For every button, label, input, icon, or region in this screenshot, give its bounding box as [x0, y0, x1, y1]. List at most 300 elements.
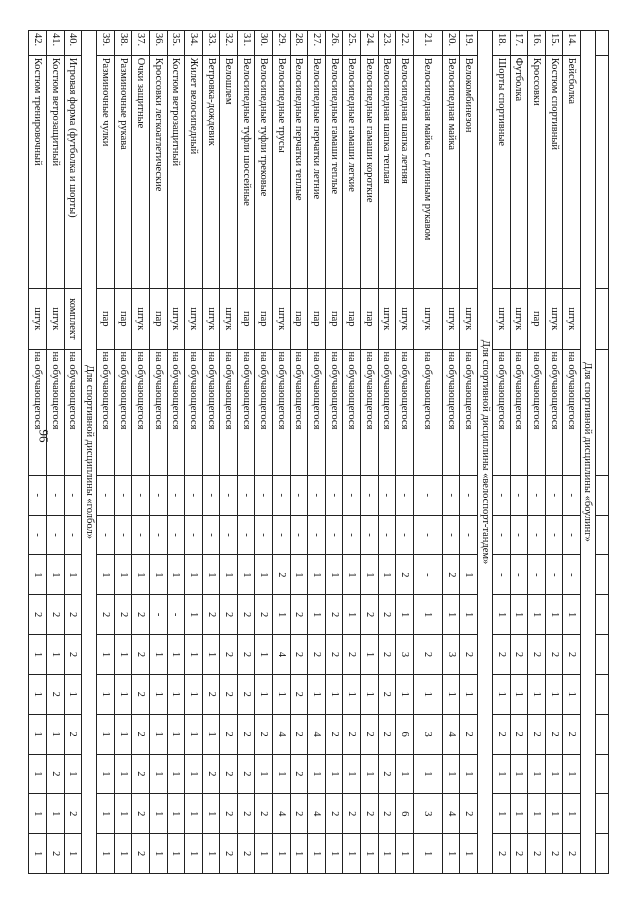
table-row	[202, 31, 220, 874]
quantity-cell: 2	[378, 674, 396, 714]
row-number: 39.	[97, 31, 115, 56]
quantity-cell: -	[442, 475, 460, 515]
row-number: 26.	[325, 31, 343, 56]
quantity-cell: 2	[528, 635, 546, 675]
unit: штук	[442, 289, 460, 349]
quantity-cell: -	[528, 515, 546, 555]
quantity-cell: 2	[46, 674, 64, 714]
per-unit: на обучающегося	[442, 349, 460, 475]
quantity-cell: -	[114, 475, 132, 515]
unit: штук	[220, 289, 238, 349]
quantity-cell: 1	[361, 754, 379, 794]
quantity-cell: 1	[563, 754, 581, 794]
quantity-cell: -	[493, 475, 511, 515]
quantity-cell: -	[460, 515, 478, 555]
quantity-cell: 2	[220, 834, 238, 874]
per-unit: на обучающегося	[114, 349, 132, 475]
quantity-cell: -	[442, 515, 460, 555]
section-row	[82, 31, 97, 874]
quantity-cell: 1	[308, 555, 326, 595]
item-name: Разминочные рукава	[114, 55, 132, 288]
per-unit: на обучающегося	[396, 349, 414, 475]
table-row	[290, 31, 308, 874]
quantity-cell: 1	[493, 595, 511, 635]
quantity-cell: 1	[325, 555, 343, 595]
unit: штук	[510, 289, 528, 349]
quantity-cell: -	[413, 515, 442, 555]
quantity-cell: 2	[202, 674, 220, 714]
row-number: 38.	[114, 31, 132, 56]
quantity-cell: 2	[29, 595, 47, 635]
row-number: 21.	[413, 31, 442, 56]
quantity-cell: 1	[202, 794, 220, 834]
quantity-cell: 1	[361, 635, 379, 675]
quantity-cell: 1	[149, 834, 167, 874]
quantity-cell: 1	[528, 794, 546, 834]
quantity-cell: 1	[29, 714, 47, 754]
table-row	[378, 31, 396, 874]
quantity-cell: 1	[308, 834, 326, 874]
per-unit: на обучающегося	[510, 349, 528, 475]
item-name: Велокомбинезон	[460, 55, 478, 288]
item-name: Ветровка-дождевик	[202, 55, 220, 288]
quantity-cell: 1	[396, 674, 414, 714]
row-number: 15.	[545, 31, 563, 56]
quantity-cell: 4	[308, 714, 326, 754]
quantity-cell: 2	[237, 635, 255, 675]
quantity-cell: 1	[273, 674, 291, 714]
per-unit: на обучающегося	[460, 349, 478, 475]
quantity-cell: 2	[413, 635, 442, 675]
unit: штук	[460, 289, 478, 349]
unit: штук	[396, 289, 414, 349]
quantity-cell: 1	[343, 555, 361, 595]
quantity-cell: 1	[396, 595, 414, 635]
quantity-cell: 2	[442, 555, 460, 595]
quantity-cell: -	[510, 555, 528, 595]
quantity-cell: 1	[114, 714, 132, 754]
quantity-cell: 2	[46, 754, 64, 794]
quantity-cell: -	[308, 475, 326, 515]
table-row	[510, 31, 528, 874]
unit: штук	[413, 289, 442, 349]
item-name: Игровая форма (футболка и шорты)	[64, 55, 82, 288]
unit: пар	[255, 289, 273, 349]
quantity-cell: 2	[378, 754, 396, 794]
quantity-cell: 1	[308, 595, 326, 635]
quantity-cell: -	[563, 475, 581, 515]
item-name: Жилет велосипедный	[185, 55, 203, 288]
quantity-cell: 2	[528, 714, 546, 754]
table-row	[237, 31, 255, 874]
quantity-cell: 1	[528, 595, 546, 635]
quantity-cell: -	[185, 515, 203, 555]
quantity-cell: -	[273, 515, 291, 555]
quantity-cell: 2	[290, 674, 308, 714]
section-title: Для спортивной дисциплины «велоспорт-тандем»	[478, 31, 493, 874]
row-number: 24.	[361, 31, 379, 56]
quantity-cell: 4	[308, 794, 326, 834]
quantity-cell: 1	[528, 754, 546, 794]
per-unit: на обучающегося	[237, 349, 255, 475]
table-body	[29, 31, 609, 874]
quantity-cell: 1	[185, 595, 203, 635]
quantity-cell: 1	[114, 635, 132, 675]
quantity-cell: 1	[361, 674, 379, 714]
quantity-cell: 2	[237, 834, 255, 874]
quantity-cell: 1	[255, 754, 273, 794]
quantity-cell: 1	[97, 674, 115, 714]
unit: штук	[202, 289, 220, 349]
per-unit: на обучающегося	[325, 349, 343, 475]
quantity-cell: 1	[563, 794, 581, 834]
quantity-cell: 1	[46, 635, 64, 675]
per-unit: на обучающегося	[290, 349, 308, 475]
per-unit: на обучающегося	[185, 349, 203, 475]
table-row	[185, 31, 203, 874]
quantity-cell: 2	[325, 794, 343, 834]
quantity-cell: -	[563, 515, 581, 555]
per-unit: на обучающегося	[202, 349, 220, 475]
unit: комплект	[64, 289, 82, 349]
unit: штук	[132, 289, 150, 349]
quantity-cell: 2	[545, 834, 563, 874]
per-unit: на обучающегося	[149, 349, 167, 475]
quantity-cell: 1	[396, 834, 414, 874]
quantity-cell: -	[149, 515, 167, 555]
quantity-cell: 1	[308, 754, 326, 794]
quantity-cell: 1	[460, 674, 478, 714]
quantity-cell: -	[97, 515, 115, 555]
quantity-cell: 2	[510, 635, 528, 675]
quantity-cell: 2	[460, 714, 478, 754]
quantity-cell: 1	[460, 555, 478, 595]
quantity-cell: 2	[325, 595, 343, 635]
quantity-cell: -	[545, 555, 563, 595]
quantity-cell: 1	[255, 635, 273, 675]
table-row	[413, 31, 442, 874]
quantity-cell: 1	[343, 834, 361, 874]
quantity-cell: -	[460, 475, 478, 515]
quantity-cell: -	[413, 475, 442, 515]
row-number: 35.	[167, 31, 185, 56]
row-number: 27.	[308, 31, 326, 56]
quantity-cell: 1	[413, 674, 442, 714]
quantity-cell: 1	[97, 834, 115, 874]
quantity-cell: -	[220, 515, 238, 555]
quantity-cell: -	[396, 515, 414, 555]
row-number: 33.	[202, 31, 220, 56]
quantity-cell: 6	[396, 714, 414, 754]
quantity-cell: -	[528, 475, 546, 515]
table-row	[343, 31, 361, 874]
quantity-cell: 6	[396, 794, 414, 834]
row-number: 30.	[255, 31, 273, 56]
per-unit: на обучающегося	[343, 349, 361, 475]
quantity-cell: -	[202, 515, 220, 555]
row-number: 25.	[343, 31, 361, 56]
quantity-cell: 1	[167, 834, 185, 874]
item-name: Костюм ветрозащитный	[167, 55, 185, 288]
unit: штук	[563, 289, 581, 349]
quantity-cell: 2	[46, 834, 64, 874]
unit: пар	[343, 289, 361, 349]
item-name: Велосипедная шапка летняя	[396, 55, 414, 288]
quantity-cell: 2	[237, 674, 255, 714]
quantity-cell: 2	[460, 794, 478, 834]
per-unit: на обучающегося	[413, 349, 442, 475]
quantity-cell: 1	[563, 595, 581, 635]
quantity-cell: 2	[237, 754, 255, 794]
quantity-cell: -	[493, 555, 511, 595]
quantity-cell: 2	[220, 635, 238, 675]
quantity-cell: 1	[29, 794, 47, 834]
quantity-cell: -	[237, 515, 255, 555]
quantity-cell: 1	[255, 674, 273, 714]
row-number: 36.	[149, 31, 167, 56]
unit: штук	[378, 289, 396, 349]
quantity-cell: -	[114, 515, 132, 555]
quantity-cell: 2	[290, 754, 308, 794]
quantity-cell: -	[493, 515, 511, 555]
quantity-cell: 3	[413, 714, 442, 754]
row-number: 31.	[237, 31, 255, 56]
quantity-cell: 1	[64, 754, 82, 794]
quantity-cell: 1	[563, 674, 581, 714]
quantity-cell: 1	[167, 635, 185, 675]
table-row	[255, 31, 273, 874]
item-name: Велосипедные перчатки летние	[308, 55, 326, 288]
table-row	[361, 31, 379, 874]
quantity-cell: 2	[46, 595, 64, 635]
quantity-cell: 2	[361, 595, 379, 635]
unit: пар	[290, 289, 308, 349]
quantity-cell: 1	[167, 714, 185, 754]
quantity-cell: -	[237, 475, 255, 515]
unit: пар	[149, 289, 167, 349]
quantity-cell: -	[273, 475, 291, 515]
per-unit: на обучающегося	[493, 349, 511, 475]
quantity-cell: 2	[255, 595, 273, 635]
quantity-cell: 1	[255, 555, 273, 595]
row-number: 34.	[185, 31, 203, 56]
quantity-cell: 2	[493, 635, 511, 675]
quantity-cell: 1	[149, 714, 167, 754]
quantity-cell: 1	[413, 834, 442, 874]
quantity-cell: 1	[185, 555, 203, 595]
row-number: 14.	[563, 31, 581, 56]
quantity-cell: 4	[442, 794, 460, 834]
row-number: 29.	[273, 31, 291, 56]
per-unit: на обучающегося	[220, 349, 238, 475]
item-name: Шорты спортивные	[493, 55, 511, 288]
unit: штук	[29, 289, 47, 349]
item-name: Бейсболка	[563, 55, 581, 288]
item-name: Костюм спортивный	[545, 55, 563, 288]
table-row	[493, 31, 511, 874]
row-number: 23.	[378, 31, 396, 56]
table-row	[97, 31, 115, 874]
item-name: Велосипедные туфли трековые	[255, 55, 273, 288]
table-row	[46, 31, 64, 874]
item-name: Костюм тренировочный	[29, 55, 47, 288]
row-number: 28.	[290, 31, 308, 56]
quantity-cell: 2	[563, 834, 581, 874]
quantity-cell: 1	[97, 555, 115, 595]
quantity-cell: 2	[493, 834, 511, 874]
quantity-cell: 1	[185, 714, 203, 754]
quantity-cell: 1	[442, 595, 460, 635]
quantity-cell: 1	[545, 595, 563, 635]
quantity-cell: -	[132, 515, 150, 555]
row-number: 37.	[132, 31, 150, 56]
quantity-cell: -	[202, 475, 220, 515]
row-number: 20.	[442, 31, 460, 56]
item-name: Велосипедные трусы	[273, 55, 291, 288]
quantity-cell: 1	[202, 714, 220, 754]
row-number: 40.	[64, 31, 82, 56]
quantity-cell: -	[361, 475, 379, 515]
section-title: Для спортивной дисциплины «голбол»	[82, 31, 97, 874]
quantity-cell: 2	[343, 714, 361, 754]
quantity-cell: 1	[413, 754, 442, 794]
quantity-cell: 1	[273, 595, 291, 635]
quantity-cell: 1	[149, 555, 167, 595]
unit: штук	[273, 289, 291, 349]
quantity-cell: -	[167, 475, 185, 515]
item-name: Велосипедная шапка теплая	[378, 55, 396, 288]
quantity-cell: 1	[361, 834, 379, 874]
quantity-cell: 1	[510, 674, 528, 714]
quantity-cell: 2	[378, 635, 396, 675]
row-number: 19.	[460, 31, 478, 56]
quantity-cell: 2	[220, 674, 238, 714]
quantity-cell: 2	[202, 595, 220, 635]
item-name: Футболка	[510, 55, 528, 288]
quantity-cell: -	[149, 475, 167, 515]
table-row	[528, 31, 546, 874]
table-row	[149, 31, 167, 874]
quantity-cell: -	[185, 475, 203, 515]
quantity-cell: 1	[132, 555, 150, 595]
quantity-cell: 1	[149, 635, 167, 675]
quantity-cell: 1	[510, 794, 528, 834]
quantity-cell: 1	[413, 595, 442, 635]
unit: пар	[308, 289, 326, 349]
quantity-cell: 1	[114, 674, 132, 714]
quantity-cell: 2	[545, 635, 563, 675]
quantity-cell: -	[361, 515, 379, 555]
quantity-cell: 2	[290, 794, 308, 834]
per-unit: на обучающегося	[46, 349, 64, 475]
quantity-cell: 1	[97, 635, 115, 675]
table-row	[596, 31, 609, 874]
unit: пар	[361, 289, 379, 349]
unit: пар	[114, 289, 132, 349]
quantity-cell: 1	[460, 834, 478, 874]
quantity-cell: 1	[545, 674, 563, 714]
quantity-cell: -	[149, 595, 167, 635]
quantity-cell: 4	[273, 794, 291, 834]
page-number: 96	[36, 429, 52, 443]
quantity-cell: 1	[325, 674, 343, 714]
per-unit: на обучающегося	[64, 349, 82, 475]
table-row	[29, 31, 47, 874]
quantity-cell: 2	[64, 794, 82, 834]
quantity-cell: 1	[545, 794, 563, 834]
quantity-cell: 2	[290, 635, 308, 675]
equipment-table	[28, 30, 609, 874]
quantity-cell: 1	[114, 834, 132, 874]
quantity-cell: 3	[413, 794, 442, 834]
quantity-cell: 1	[237, 555, 255, 595]
quantity-cell: -	[64, 515, 82, 555]
item-name: Разминочные чулки	[97, 55, 115, 288]
quantity-cell: 1	[97, 714, 115, 754]
quantity-cell: 2	[132, 794, 150, 834]
table-row	[460, 31, 478, 874]
quantity-cell: 2	[255, 794, 273, 834]
quantity-cell: 2	[361, 714, 379, 754]
quantity-cell: 2	[132, 834, 150, 874]
quantity-cell: 2	[563, 635, 581, 675]
quantity-cell: 1	[167, 555, 185, 595]
quantity-cell: 1	[325, 754, 343, 794]
quantity-cell: 1	[149, 674, 167, 714]
quantity-cell: 1	[202, 834, 220, 874]
unit: штук	[185, 289, 203, 349]
quantity-cell: 1	[510, 754, 528, 794]
quantity-cell: 1	[46, 555, 64, 595]
quantity-cell: 1	[167, 754, 185, 794]
quantity-cell: 1	[202, 555, 220, 595]
quantity-cell: 1	[361, 555, 379, 595]
row-number: 16.	[528, 31, 546, 56]
quantity-cell: -	[46, 475, 64, 515]
quantity-cell: -	[325, 475, 343, 515]
quantity-cell: 2	[361, 794, 379, 834]
section-row	[478, 31, 493, 874]
item-name: Кроссовки	[528, 55, 546, 288]
quantity-cell: -	[528, 555, 546, 595]
table-row	[220, 31, 238, 874]
quantity-cell: 2	[378, 595, 396, 635]
quantity-cell: 1	[46, 714, 64, 754]
quantity-cell: 2	[325, 714, 343, 754]
quantity-cell: 2	[343, 635, 361, 675]
quantity-cell: 1	[273, 754, 291, 794]
per-unit: на обучающегося	[563, 349, 581, 475]
item-name: Велосипедные гамаши легкие	[343, 55, 361, 288]
quantity-cell: 2	[255, 714, 273, 754]
table-row	[167, 31, 185, 874]
quantity-cell: -	[325, 515, 343, 555]
item-name: Велосипедная майка с длинным рукавом	[413, 55, 442, 288]
per-unit: на обучающегося	[273, 349, 291, 475]
quantity-cell: 1	[29, 635, 47, 675]
item-name: Велосипедная майка	[442, 55, 460, 288]
quantity-cell: 1	[185, 635, 203, 675]
quantity-cell: 2	[460, 635, 478, 675]
table-row	[273, 31, 291, 874]
quantity-cell: 2	[237, 714, 255, 754]
quantity-cell: 1	[442, 674, 460, 714]
row-number: 42.	[29, 31, 47, 56]
quantity-cell: 1	[290, 834, 308, 874]
quantity-cell: 2	[64, 714, 82, 754]
quantity-cell: 2	[220, 714, 238, 754]
quantity-cell: 2	[343, 794, 361, 834]
